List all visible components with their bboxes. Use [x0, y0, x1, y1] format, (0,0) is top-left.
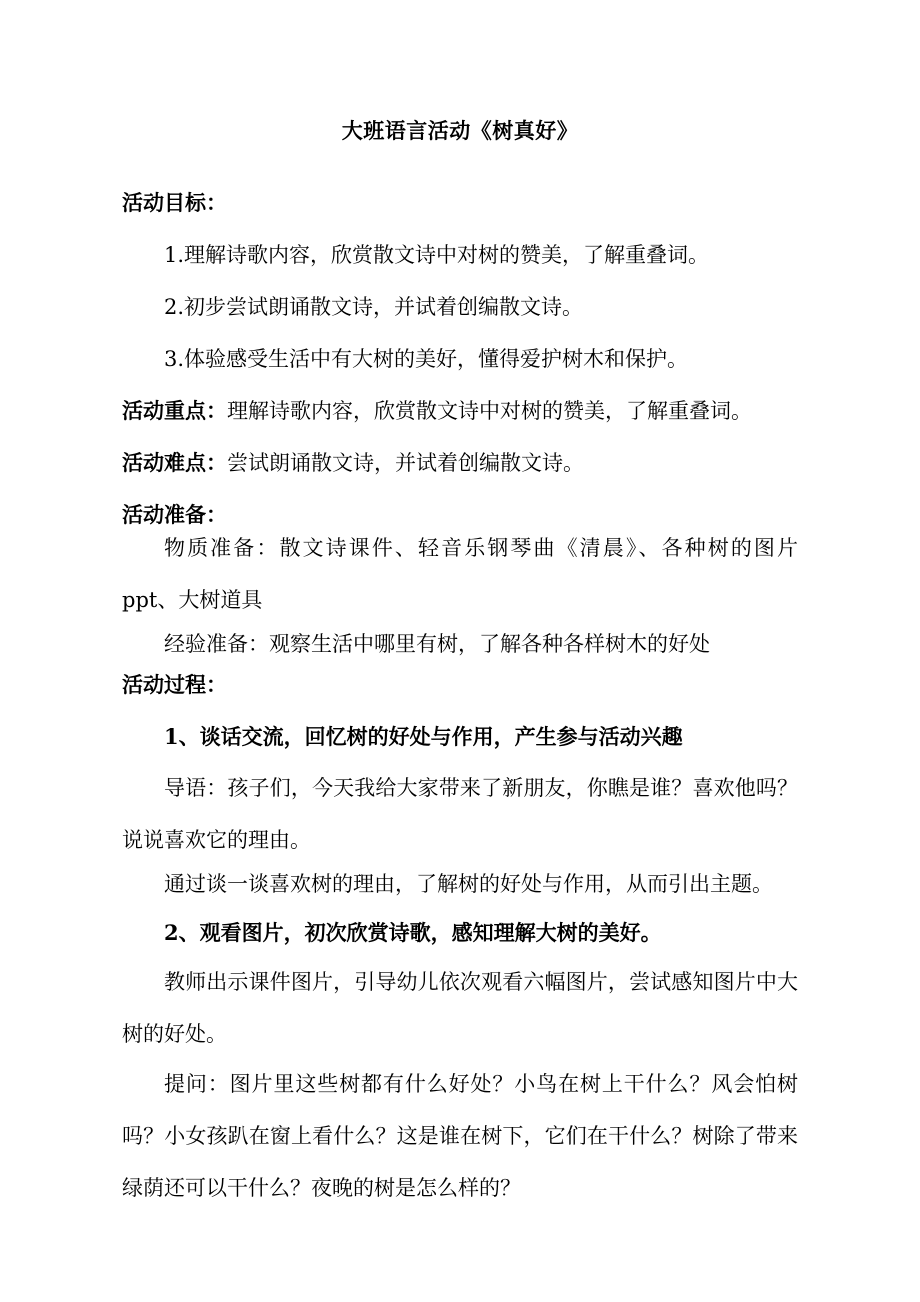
key-point [122, 396, 802, 426]
key-point-text: 理解诗歌内容，欣赏散文诗中对树的赞美，了解重叠词。 [227, 399, 752, 423]
difficulty-label: 活动难点： [122, 450, 227, 475]
material-preparation: 物质准备：散文诗课件、轻音乐钢琴曲《清晨》、各种树的图片 ppt、大树道具 [122, 536, 798, 612]
objective-item: 1.理解诗歌内容，欣赏散文诗中对树的赞美，了解重叠词。 [164, 243, 710, 267]
step2-questions: 提问：图片里这些树都有什么好处？小鸟在树上干什么？风会怕树吗？小女孩趴在窗上看什么？这是谁在树下，它们在干什么？树除了带来绿荫还可以干什么？夜晚的树是怎么样的？ [122, 1072, 798, 1200]
step2-heading: 2、观看图片，初次欣赏诗歌，感知理解大树的美好。 [164, 920, 662, 945]
objectives-heading: 活动目标： [122, 190, 227, 215]
preparation-heading: 活动准备： [122, 502, 227, 527]
document-title: 大班语言活动《树真好》 [341, 118, 579, 143]
step1-text: 通过谈一谈喜欢树的理由，了解树的好处与作用，从而引出主题。 [164, 872, 773, 896]
objective-item: 3.体验感受生活中有大树的美好，懂得爱护树木和保护。 [164, 347, 689, 371]
step1-heading: 1、谈话交流，回忆树的好处与作用，产生参与活动兴趣 [164, 724, 683, 749]
key-point-label: 活动重点： [122, 398, 227, 423]
process-heading: 活动过程： [122, 672, 227, 697]
step1-intro: 导语：孩子们，今天我给大家带来了新朋友，你瞧是谁？喜欢他吗？说说喜欢它的理由。 [122, 776, 798, 852]
objective-item: 2.初步尝试朗诵散文诗，并试着创编散文诗。 [164, 295, 584, 319]
experience-preparation: 经验准备：观察生活中哪里有树，了解各种各样树木的好处 [164, 632, 710, 656]
step2-text: 教师出示课件图片，引导幼儿依次观看六幅图片，尝试感知图片中大树的好处。 [122, 970, 798, 1046]
difficulty [122, 448, 802, 478]
difficulty-text: 尝试朗诵散文诗，并试着创编散文诗。 [227, 451, 584, 475]
